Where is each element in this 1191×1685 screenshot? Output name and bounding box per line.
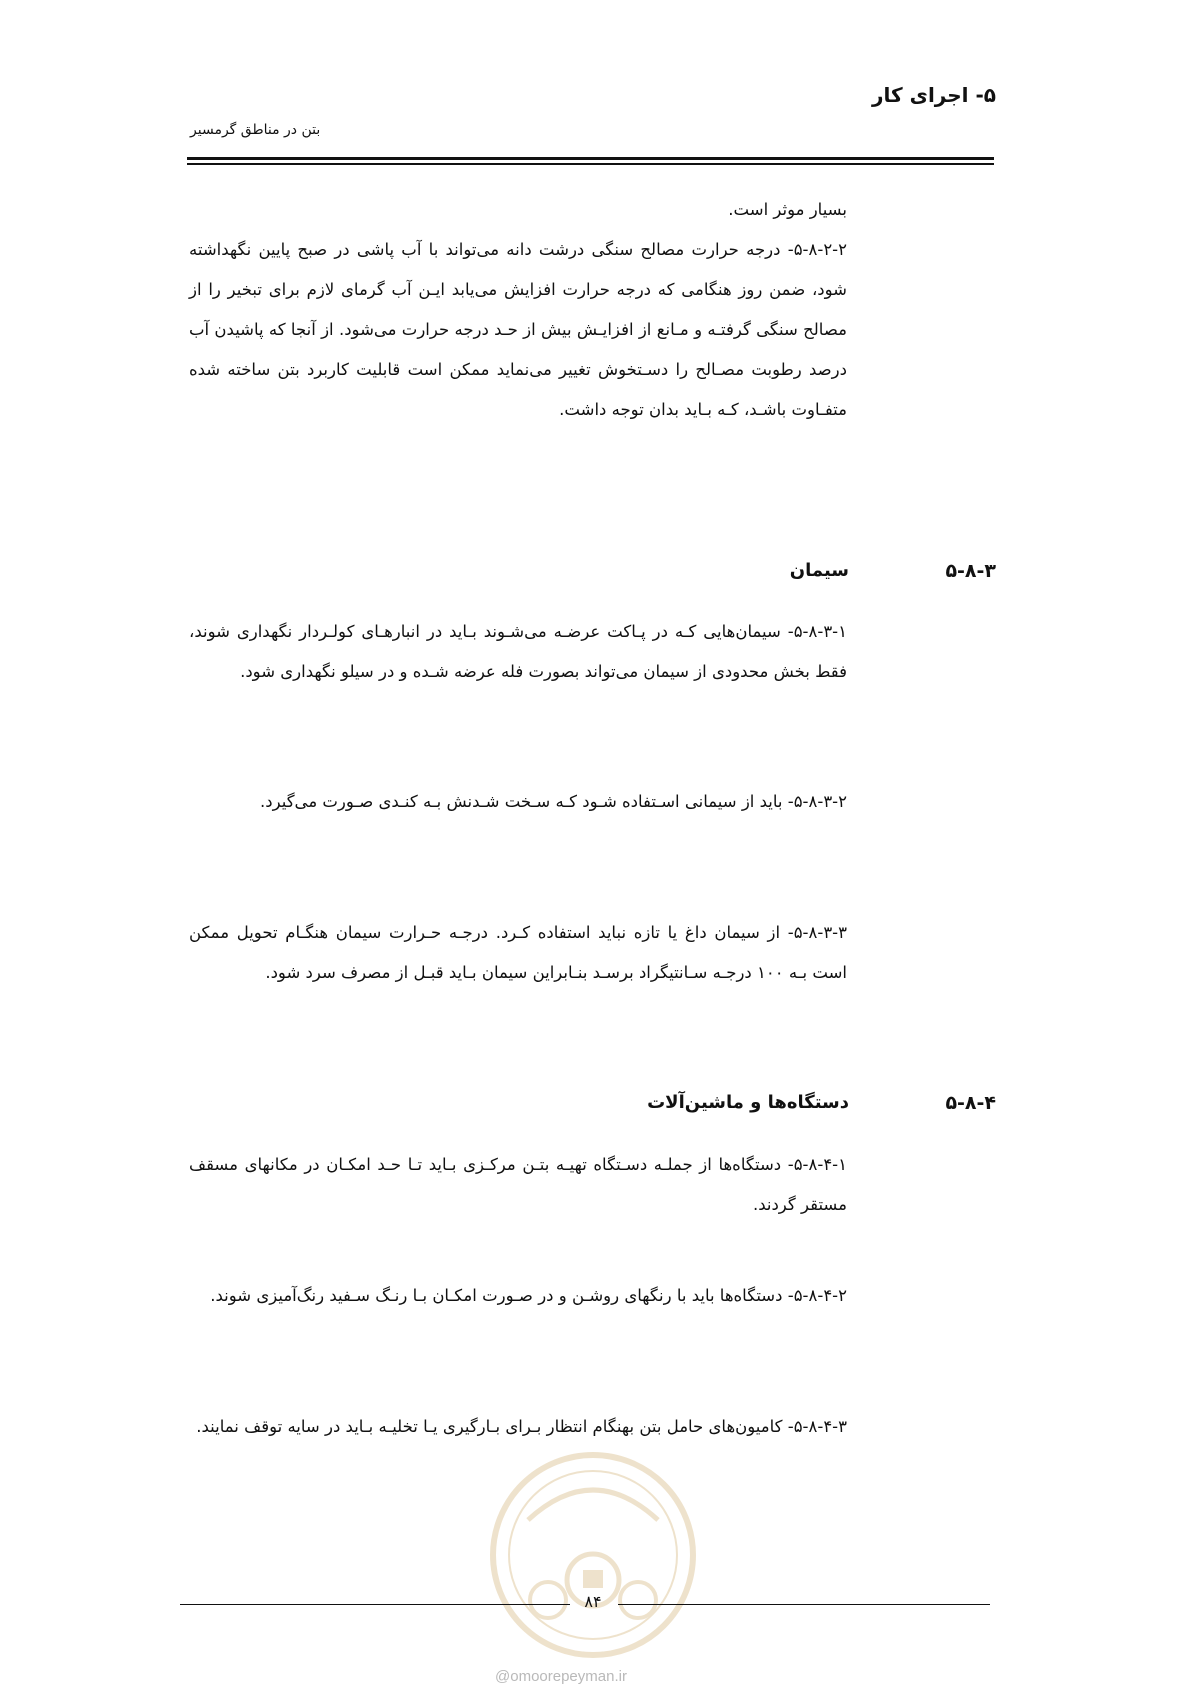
section-title: سیمان xyxy=(789,560,849,581)
paragraph-5-8-3-2: ۵-۸-۳-۲- باید از سیمانی اسـتفاده شـود کـه سـخت شـدنش بـه کنـدی صـورت می‌گیرد. xyxy=(260,792,847,811)
watermark-text: @omoorepeyman.ir xyxy=(495,1668,627,1685)
page-number: ۸۴ xyxy=(584,1592,602,1611)
paragraph-5-8-4-3: ۵-۸-۴-۳- کامیون‌های حامل بتن بهنگام انتظار بـرای بـارگیری یـا تخلیـه بـاید در سایه توقف نمایند. xyxy=(196,1417,847,1436)
footer-rule-left xyxy=(180,1604,570,1605)
section-heading-5-8-3 xyxy=(191,560,996,594)
paragraph-5-8-3-3: ۵-۸-۳-۳- از سیمان داغ یا تازه نباید استفاده کـرد. درجـه حـرارت سیمان هنگـام تحویل ممکن است بـه ۱۰۰ درجـه سـانتیگراد برسـد بنـابراین سیمان بـاید قبـل از مصرف سرد شود. xyxy=(189,923,847,982)
section-number: ۵-۸-۴ xyxy=(945,1092,996,1114)
paragraph-5-8-4-1: ۵-۸-۴-۱- دستگاه‌ها از جملـه دسـتگاه تهیـه بتـن مرکـزی بـاید تـا حـد امکـان در مکانهای مسقف مستقر گردند. xyxy=(189,1155,847,1214)
paragraph-continuation: بسیار موثر است. xyxy=(728,200,847,219)
paragraph-5-8-2-2: ۵-۸-۲-۲- درجه حرارت مصالح سنگی درشت دانه می‌تواند با آب پاشی در صبح پایین نگهداشته شود، ضمن روز هنگامی که درجه حرارت افزایش می‌یابد ایـن آب گرمای لازم برای تبخیر را از مصالح سنگی گرفتـه و مـانع از افزایـش بیش از حـد درجه حرارت می‌شود. از آنجا که پاشیدن آب درصد رطوبت مصـالح را دسـتخوش تغییر می‌نماید ممکن است قابلیت کاربرد بتن ساخته شده متفـاوت باشـد، کـه بـاید بدان توجه داشت. xyxy=(189,240,847,419)
paragraph-5-8-4-2: ۵-۸-۴-۲- دستگاه‌ها باید با رنگهای روشـن و در صـورت امکـان بـا رنـگ سـفید رنگ‌آمیزی شوند. xyxy=(210,1286,847,1305)
book-title: بتن در مناطق گرمسیر xyxy=(190,122,321,138)
section-title: دستگاه‌ها و ماشین‌آلات xyxy=(647,1092,849,1113)
footer-rule-right xyxy=(618,1604,990,1605)
section-number: ۵-۸-۳ xyxy=(945,560,996,582)
section-heading-5-8-4 xyxy=(191,1092,996,1126)
header-rule-thick xyxy=(187,157,994,160)
chapter-title: ۵- اجرای کار xyxy=(872,83,996,107)
paragraph-5-8-3-1: ۵-۸-۳-۱- سیمان‌هایی کـه در پـاکت عرضـه می‌شـوند بـاید در انبارهـای کولـردار نگهداری شوند، فقط بخش محدودی از سیمان می‌تواند بصورت فله عرضه شـده و در سیلو نگهداری شود. xyxy=(189,622,847,681)
header-rule-thin xyxy=(187,163,994,165)
watermark-seal-logo xyxy=(488,1450,698,1660)
